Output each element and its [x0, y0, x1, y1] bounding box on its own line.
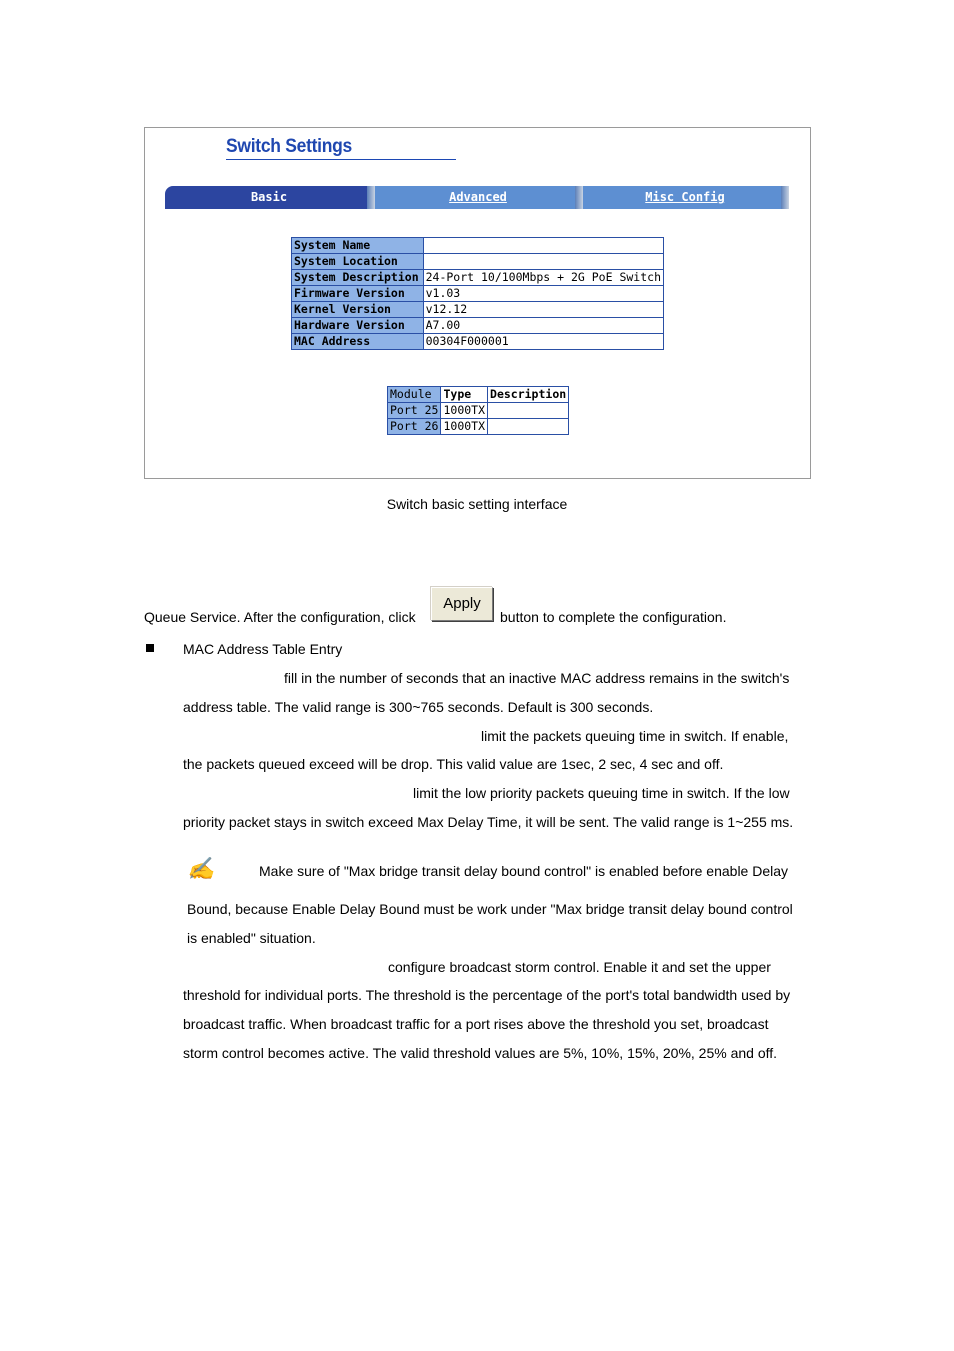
note-line: Bound, because Enable Delay Bound must be work under "Max bridge transit delay bound control: [187, 901, 793, 917]
row-value: [423, 238, 663, 254]
body-line: broadcast traffic. When broadcast traffic for a port rises above the threshold you set, broadcast: [183, 1016, 769, 1032]
switch-settings-screenshot: [144, 127, 811, 479]
note-line: Make sure of "Max bridge transit delay bound control" is enabled before enable Delay: [259, 863, 789, 879]
body-line: threshold for individual ports. The threshold is the percentage of the port's total bandwidth used by: [183, 987, 791, 1003]
body-line: configure broadcast storm control. Enable it and set the upper: [388, 959, 771, 975]
row-value: v1.03: [423, 286, 663, 302]
body-line: address table. The valid range is 300~765 seconds. Default is 300 seconds.: [183, 699, 654, 715]
cell-description: [488, 403, 569, 419]
apply-line-before: Queue Service. After the configuration, click: [144, 609, 416, 625]
module-table: [387, 386, 569, 435]
row-key: Firmware Version: [292, 286, 424, 302]
table-row: [292, 270, 664, 286]
body-line: limit the low priority packets queuing time in switch. If the low: [413, 785, 790, 801]
bullet-icon: [146, 644, 154, 652]
tab-misc-config-label: Misc Config: [645, 190, 725, 204]
cell-module: Port 25: [388, 403, 441, 419]
row-value: 24-Port 10/100Mbps + 2G PoE Switch: [423, 270, 663, 286]
table-row: [292, 238, 664, 254]
system-info-table: [291, 237, 664, 350]
body-line: storm control becomes active. The valid threshold values are 5%, 10%, 15%, 20%, 25% and off.: [183, 1045, 778, 1061]
tab-bar: [165, 186, 787, 209]
body-line: limit the packets queuing time in switch. If enable,: [481, 728, 789, 744]
column-header: Description: [488, 387, 569, 403]
row-key: System Location: [292, 254, 424, 270]
row-value: [423, 254, 663, 270]
note-line: is enabled" situation.: [187, 930, 316, 946]
body-line: fill in the number of seconds that an inactive MAC address remains in the switch's: [284, 670, 790, 686]
table-row: [292, 254, 664, 270]
cell-description: [488, 419, 569, 435]
body-line: the packets queued exceed will be drop. This valid value are 1sec, 2 sec, 4 sec and off.: [183, 756, 724, 772]
tab-basic[interactable]: [165, 186, 373, 209]
table-row: [388, 403, 569, 419]
row-value: 00304F000001: [423, 334, 663, 350]
row-key: MAC Address: [292, 334, 424, 350]
tab-advanced[interactable]: [375, 186, 581, 209]
column-header: Module: [388, 387, 441, 403]
table-row: [292, 334, 664, 350]
body-line: priority packet stays in switch exceed Max Delay Time, it will be sent. The valid range is 1~255 ms.: [183, 814, 794, 830]
row-key: Kernel Version: [292, 302, 424, 318]
table-row: [292, 286, 664, 302]
tab-advanced-label: Advanced: [449, 190, 507, 204]
table-header-row: [388, 387, 569, 403]
apply-button[interactable]: Apply: [431, 587, 493, 621]
table-row: [292, 318, 664, 334]
bullet-title: MAC Address Table Entry: [183, 641, 343, 657]
page-title: Switch Settings: [226, 135, 456, 160]
tab-misc-config[interactable]: [583, 186, 787, 209]
column-header: Type: [441, 387, 488, 403]
row-key: System Name: [292, 238, 424, 254]
pencil-note-icon: ✍: [187, 856, 215, 881]
row-key: Hardware Version: [292, 318, 424, 334]
row-value: v12.12: [423, 302, 663, 318]
apply-line-after: button to complete the configuration.: [500, 609, 727, 625]
cell-type: 1000TX: [441, 403, 488, 419]
tab-basic-label: Basic: [250, 190, 288, 204]
figure-caption: Switch basic setting interface: [386, 496, 568, 512]
row-value: A7.00: [423, 318, 663, 334]
row-key: System Description: [292, 270, 424, 286]
cell-type: 1000TX: [441, 419, 488, 435]
cell-module: Port 26: [388, 419, 441, 435]
table-row: [388, 419, 569, 435]
table-row: [292, 302, 664, 318]
